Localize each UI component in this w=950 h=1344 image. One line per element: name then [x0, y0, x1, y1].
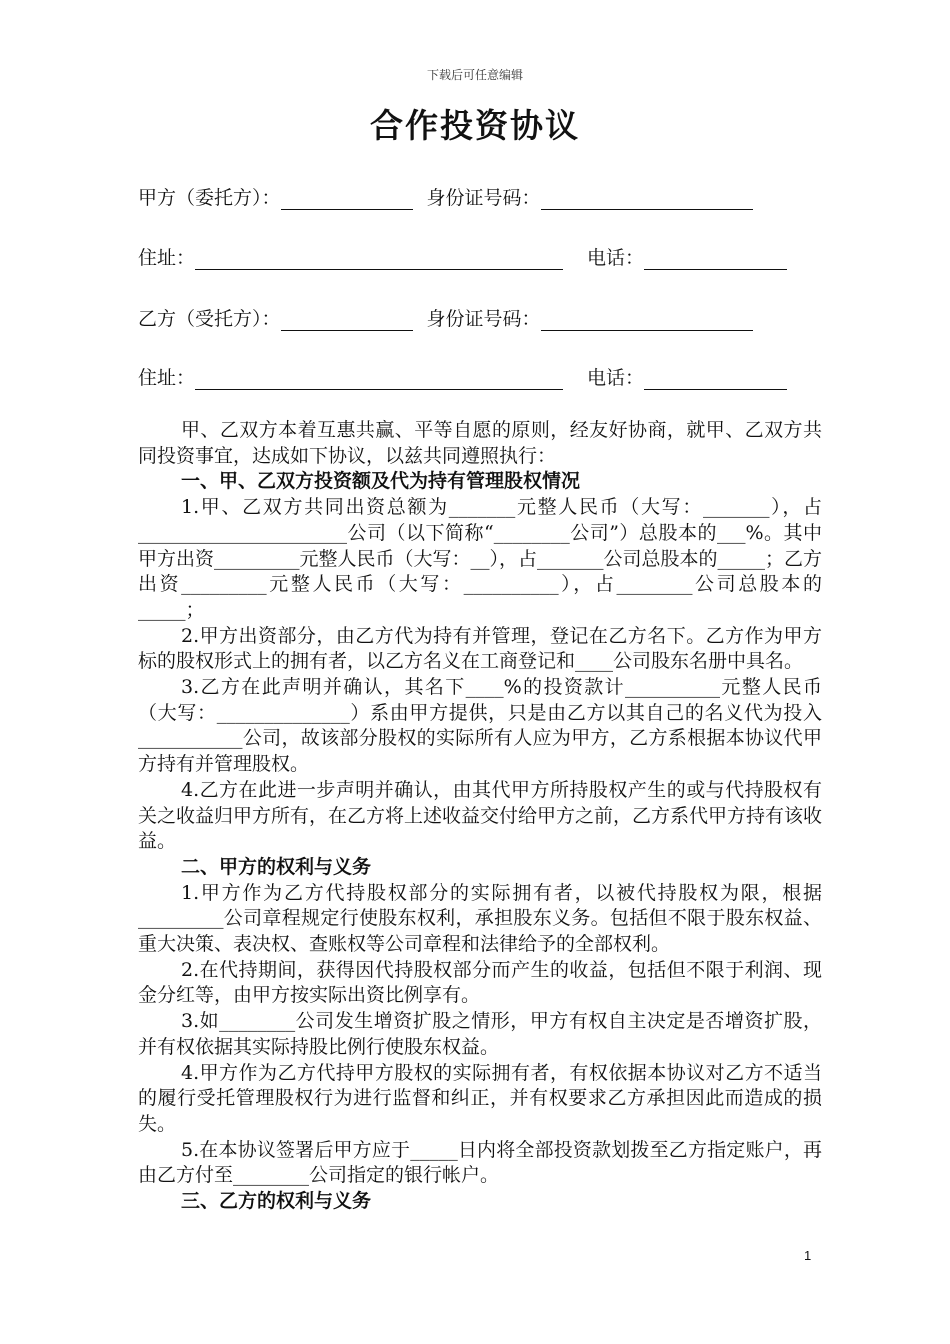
- party-a-label: 甲方（委托方）：: [138, 187, 281, 209]
- party-a-address-label: 住址：: [138, 247, 196, 269]
- party-b-id-label: 身份证号码：: [426, 308, 541, 330]
- clause-1-3: 3.乙方在此声明并确认，其名下____%的投资款计__________元整人民币（大写：______________）系由甲方提供，只是由乙方以其自己的名义代为投入___________公司，故该部分股权的实际所有人应为甲方，乙方系根据本协议代甲方持有并管理股权。: [138, 676, 822, 776]
- party-a-row: [138, 180, 753, 210]
- clause-2-5: 5.在本协议签署后甲方应于_____日内将全部投资款划拨至乙方指定账户，再由乙方付至________公司指定的银行帐户。: [138, 1138, 822, 1187]
- agreement-body: [138, 418, 822, 1215]
- clause-2-4: 4.甲方作为乙方代持甲方股权的实际拥有者，有权依据本协议对乙方不适当的履行受托管理股权行为进行监督和纠正，并有权要求乙方承担因此而造成的损失。: [138, 1061, 822, 1135]
- party-a-name-blank[interactable]: [281, 187, 413, 210]
- section-3-heading: 三、乙方的权利与义务: [181, 1190, 372, 1213]
- clause-2-3: 3.如________公司发生增资扩股之情形，甲方有权自主决定是否增资扩股，并有权依据其实际持股比例行使股东权益。: [138, 1010, 822, 1058]
- party-a-phone-label: 电话：: [587, 247, 645, 269]
- clause-1-4: 4.乙方在此进一步声明并确认，由其代甲方所持股权产生的或与代持股权有关之收益归甲方所有，在乙方将上述收益交付给甲方之前，乙方系代甲方持有该收益。: [138, 778, 823, 853]
- clause-2-1: 1.甲方作为乙方代持股权部分的实际拥有者，以被代持股权为限，根据_________公司章程规定行使股东权利，承担股东义务。包括但不限于股东权益、重大决策、表决权、查账权等公司章程和法律给予的全部权利。: [138, 881, 822, 956]
- party-b-row: [138, 301, 753, 331]
- party-b-name-blank[interactable]: [281, 308, 413, 331]
- party-a-address-blank[interactable]: [195, 247, 563, 270]
- party-b-address-label: 住址：: [138, 367, 196, 389]
- party-a-phone-blank[interactable]: [644, 247, 787, 270]
- clause-1-1: 1.甲、乙双方共同出资总额为_______元整人民币（大写：_______），占______________________公司（以下简称“________公司”）总股本的___%。其中甲方出资_________元整人民币（大写：__），占_______公司总股本的_____；乙方出资_________元整人民币（大写：__________），占________公司总股本的_____；: [138, 496, 823, 621]
- section-2-heading: 二、甲方的权利与义务: [181, 855, 372, 878]
- party-b-address-row: [138, 360, 787, 390]
- preamble-paragraph: 甲、乙双方本着互惠共赢、平等自愿的原则，经友好协商，就甲、乙双方共同投资事宜，达成如下协议，以兹共同遵照执行：: [138, 419, 822, 467]
- section-1-heading: 一、甲、乙双方投资额及代为持有管理股权情况: [181, 470, 581, 493]
- party-b-phone-blank[interactable]: [644, 367, 787, 390]
- party-b-label: 乙方（受托方）：: [138, 308, 281, 330]
- page-header-note: 下载后可任意编辑: [426, 68, 523, 82]
- page-number: 1: [804, 1248, 812, 1263]
- party-b-phone-label: 电话：: [587, 367, 645, 389]
- party-b-address-blank[interactable]: [195, 367, 563, 390]
- party-b-id-blank[interactable]: [541, 308, 753, 331]
- clause-2-2: 2.在代持期间，获得因代持股权部分而产生的收益，包括但不限于利润、现金分红等，由甲方按实际出资比例享有。: [138, 958, 822, 1007]
- party-a-address-row: [138, 240, 787, 270]
- clause-1-2: 2.甲方出资部分，由乙方代为持有并管理，登记在乙方名下。乙方作为甲方标的股权形式上的拥有者，以乙方名义在工商登记和____公司股东名册中具名。: [138, 624, 822, 673]
- document-title: 合作投资协议: [370, 106, 580, 145]
- party-a-id-label: 身份证号码：: [426, 187, 541, 209]
- party-a-id-blank[interactable]: [541, 187, 753, 210]
